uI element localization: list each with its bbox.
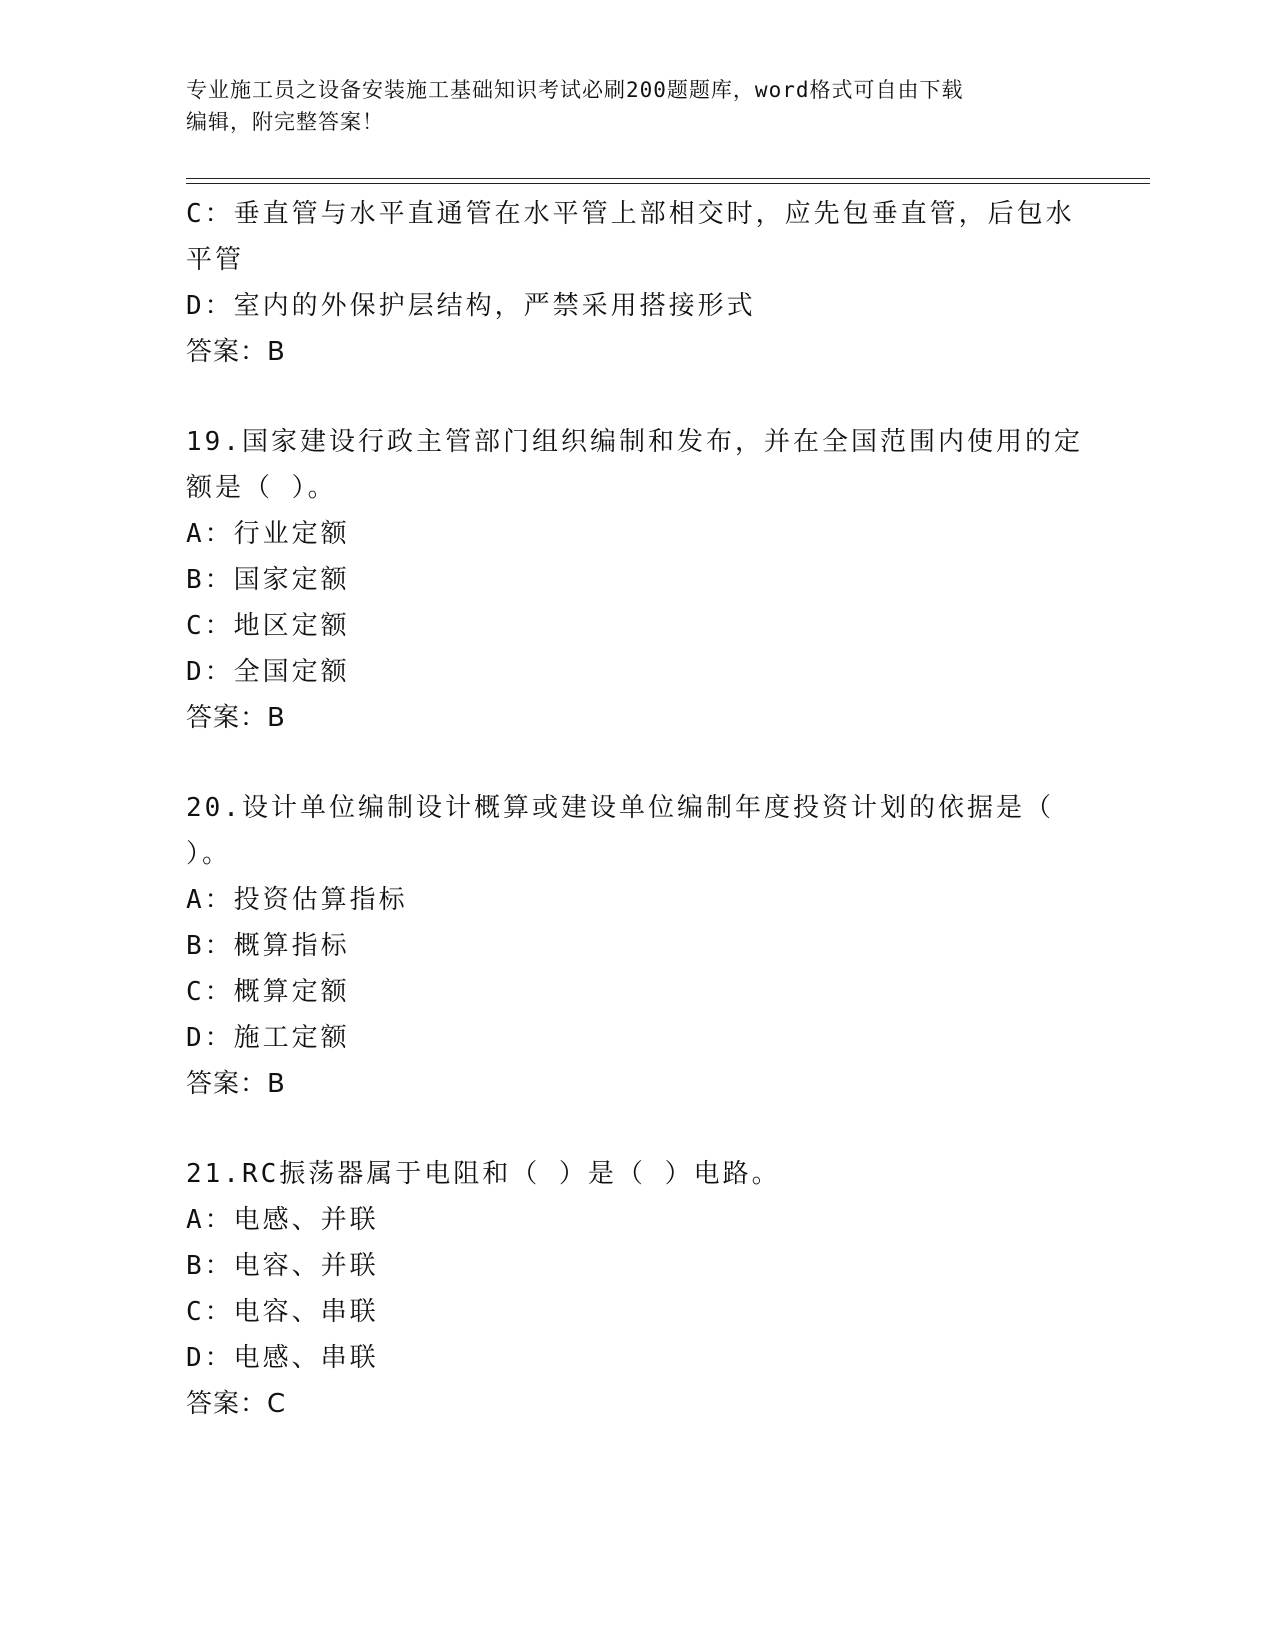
question-18-block (186, 191, 1086, 375)
q19-answer: 答案：B (186, 703, 286, 733)
q20-answer: 答案：B (186, 1069, 286, 1099)
q21-stem: 21.RC振荡器属于电阻和（ ）是（ ）电路。 (186, 1159, 781, 1189)
question-21-block (186, 1151, 1086, 1427)
q20-stem-line-2: ）。 (186, 839, 232, 869)
q18-option-c-line-1: C：垂直管与水平直通管在水平管上部相交时，应先包垂直管，后包水 (186, 199, 1075, 229)
question-20-block (186, 785, 1086, 1107)
q20-option-c: C：概算定额 (186, 977, 350, 1007)
q19-stem-line-2: 额是（ ）。 (186, 473, 337, 503)
q19-option-b: B：国家定额 (186, 565, 350, 595)
q19-stem-line-1: 19.国家建设行政主管部门组织编制和发布，并在全国范围内使用的定 (186, 427, 1083, 457)
question-19-block (186, 419, 1086, 741)
q19-option-a: A：行业定额 (186, 519, 350, 549)
q21-option-c: C：电容、串联 (186, 1297, 379, 1327)
spacer (186, 375, 1086, 419)
q20-stem-line-1: 20.设计单位编制设计概算或建设单位编制年度投资计划的依据是（ (186, 793, 1054, 823)
q18-answer: 答案：B (186, 337, 286, 367)
question-content (186, 191, 1086, 1427)
q20-option-d: D：施工定额 (186, 1023, 350, 1053)
document-header (186, 74, 1086, 138)
header-title-line-2: 编辑，附完整答案！ (186, 110, 384, 134)
q21-option-a: A：电感、并联 (186, 1205, 379, 1235)
q21-option-b: B：电容、并联 (186, 1251, 379, 1281)
header-divider-bottom (186, 183, 1150, 184)
spacer (186, 1107, 1086, 1151)
q20-option-a: A：投资估算指标 (186, 885, 408, 915)
q21-answer: 答案：C (186, 1389, 287, 1419)
q18-option-d: D：室内的外保护层结构，严禁采用搭接形式 (186, 291, 756, 321)
header-title-line-1: 专业施工员之设备安装施工基础知识考试必刷200题题库，word格式可自由下载 (186, 78, 964, 102)
q21-option-d: D：电感、串联 (186, 1343, 379, 1373)
q18-option-c-line-2: 平管 (186, 245, 245, 275)
header-divider-top (186, 178, 1150, 179)
q19-option-c: C：地区定额 (186, 611, 350, 641)
q20-option-b: B：概算指标 (186, 931, 350, 961)
spacer (186, 741, 1086, 785)
q19-option-d: D：全国定额 (186, 657, 350, 687)
